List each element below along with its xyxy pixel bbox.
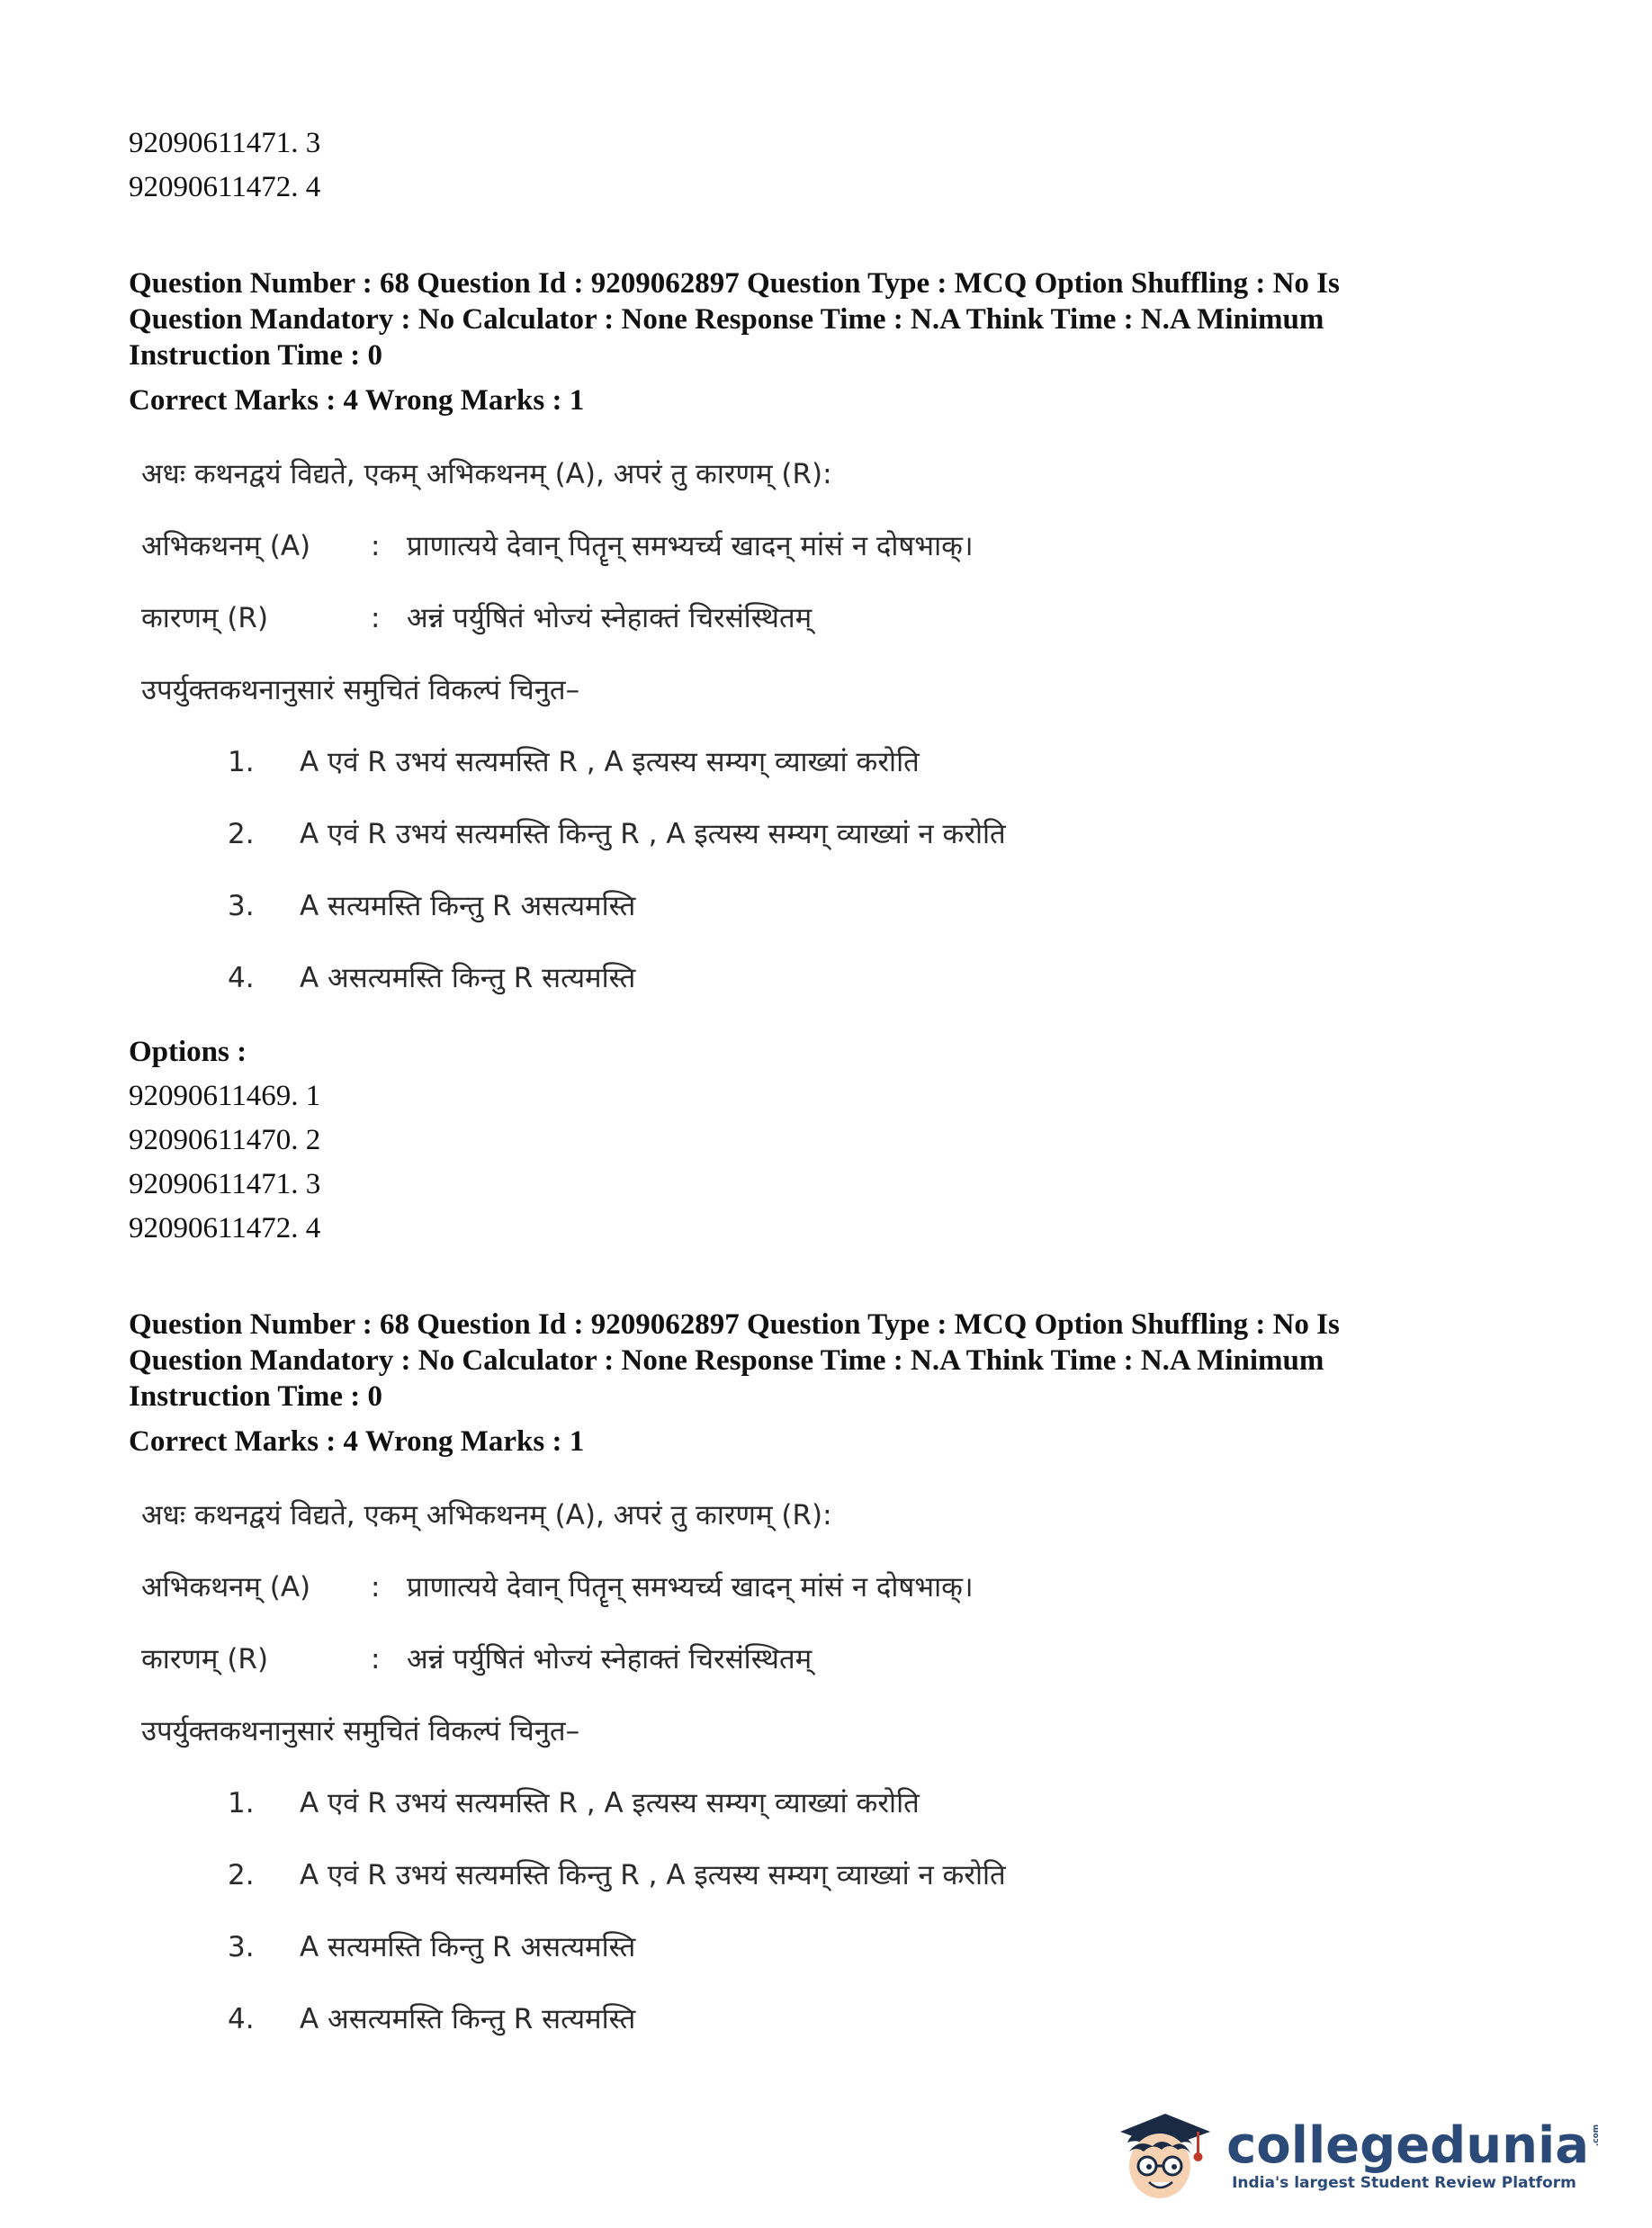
assertion-row [141, 1551, 1532, 1623]
choice-text: A असत्यमस्ति किन्तु R सत्यमस्ति [300, 2003, 636, 2035]
assertion-text: प्राणात्यये देवान् पितॄन् समभ्यर्च्य खादन् मांसं न दोषभाक्। [407, 530, 974, 562]
choice-text: A एवं R उभयं सत्यमस्ति किन्तु R , A इत्यस्य सम्यग् व्याख्यां न करोति [300, 818, 1006, 850]
question-meta-line: Instruction Time : 0 [129, 339, 383, 372]
choice-item [228, 1839, 1532, 1911]
option-line: 92090611471. 3 [129, 127, 321, 159]
choice-list [141, 726, 1532, 1014]
colon-separator: : [371, 602, 381, 634]
option-line: 92090611472. 4 [129, 1212, 321, 1244]
choice-list [141, 1767, 1532, 2055]
reason-row [141, 1623, 1532, 1695]
choice-item [228, 942, 1532, 1014]
choice-item [228, 726, 1532, 798]
choice-number: 1. [228, 746, 255, 778]
option-line: 92090611472. 4 [129, 171, 321, 203]
question-intro: अधः कथनद्वयं विद्यते, एकम् अभिकथनम् (A), अपरं तु कारणम् (R): [141, 458, 832, 490]
option-line: 92090611471. 3 [129, 1168, 321, 1200]
question-block [129, 1307, 1532, 2055]
question-instruction: उपर्युक्तकथनानुसारं समुचितं विकल्पं चिनुत– [141, 674, 580, 706]
previous-options-list [129, 121, 1532, 210]
choice-text: A एवं R उभयं सत्यमस्ति R , A इत्यस्य सम्यग् व्याख्यां करोति [300, 746, 920, 778]
document-page [129, 121, 1532, 2055]
choice-number: 4. [228, 2003, 255, 2035]
choice-item [228, 870, 1532, 942]
collegedunia-logo[interactable] [1102, 2107, 1601, 2206]
assertion-row [141, 510, 1532, 582]
logo-suffix: .com [1591, 2124, 1601, 2147]
logo-tagline: India's largest Student Review Platform [1232, 2174, 1576, 2192]
logo-wordmark [1226, 2116, 1601, 2175]
question-block [129, 265, 1532, 1251]
question-meta-line: Question Number : 68 Question Id : 9209062897 Question Type : MCQ Option Shuffling : No Is [129, 1308, 1340, 1341]
choice-number: 2. [228, 1859, 255, 1891]
choice-item [228, 1911, 1532, 1983]
choice-number: 4. [228, 962, 255, 994]
choice-number: 3. [228, 890, 255, 922]
reason-row [141, 582, 1532, 654]
question-body [129, 1479, 1532, 2055]
question-meta-line: Instruction Time : 0 [129, 1380, 383, 1413]
question-marks: Correct Marks : 4 Wrong Marks : 1 [129, 384, 585, 417]
assertion-label: अभिकथनम् (A) [141, 1571, 311, 1604]
colon-separator: : [371, 1643, 381, 1675]
reason-text: अन्नं पर्युषितं भोज्यं स्नेहाक्तं चिरसंस्थितम् [407, 1643, 813, 1675]
choice-item [228, 1767, 1532, 1839]
colon-separator: : [371, 1571, 381, 1604]
choice-text: A सत्यमस्ति किन्तु R असत्यमस्ति [300, 1931, 636, 1963]
options-heading: Options : [129, 1036, 247, 1068]
choice-text: A सत्यमस्ति किन्तु R असत्यमस्ति [300, 890, 636, 922]
choice-text: A एवं R उभयं सत्यमस्ति R , A इत्यस्य सम्यग् व्याख्यां करोति [300, 1787, 920, 1819]
reason-label: कारणम् (R) [141, 602, 269, 634]
choice-item [228, 1983, 1532, 2055]
question-body [129, 438, 1532, 1014]
choice-text: A असत्यमस्ति किन्तु R सत्यमस्ति [300, 962, 636, 994]
choice-number: 3. [228, 1931, 255, 1963]
choice-item [228, 798, 1532, 870]
option-line: 92090611469. 1 [129, 1080, 321, 1112]
options-list [129, 1074, 1532, 1251]
assertion-label: अभिकथनम् (A) [141, 530, 311, 562]
reason-label: कारणम् (R) [141, 1643, 269, 1675]
colon-separator: : [371, 530, 381, 562]
choice-number: 2. [228, 818, 255, 850]
logo-name-text: collegedunia [1226, 2116, 1589, 2175]
question-intro: अधः कथनद्वयं विद्यते, एकम् अभिकथनम् (A), अपरं तु कारणम् (R): [141, 1499, 832, 1532]
reason-text: अन्नं पर्युषितं भोज्यं स्नेहाक्तं चिरसंस्थितम् [407, 602, 813, 634]
question-meta-line: Question Mandatory : No Calculator : None Response Time : N.A Think Time : N.A Minimum [129, 1344, 1324, 1377]
assertion-text: प्राणात्यये देवान् पितॄन् समभ्यर्च्य खादन् मांसं न दोषभाक्। [407, 1571, 974, 1604]
choice-number: 1. [228, 1787, 255, 1819]
student-mascot-icon [1102, 2107, 1219, 2206]
option-line: 92090611470. 2 [129, 1124, 321, 1156]
question-meta-line: Question Number : 68 Question Id : 9209062897 Question Type : MCQ Option Shuffling : No Is [129, 267, 1340, 300]
choice-text: A एवं R उभयं सत्यमस्ति किन्तु R , A इत्यस्य सम्यग् व्याख्यां न करोति [300, 1859, 1006, 1891]
logo-text [1226, 2116, 1601, 2193]
question-meta-line: Question Mandatory : No Calculator : None Response Time : N.A Think Time : N.A Minimum [129, 303, 1324, 336]
question-marks: Correct Marks : 4 Wrong Marks : 1 [129, 1425, 585, 1458]
question-instruction: उपर्युक्तकथनानुसारं समुचितं विकल्पं चिनुत– [141, 1715, 580, 1747]
